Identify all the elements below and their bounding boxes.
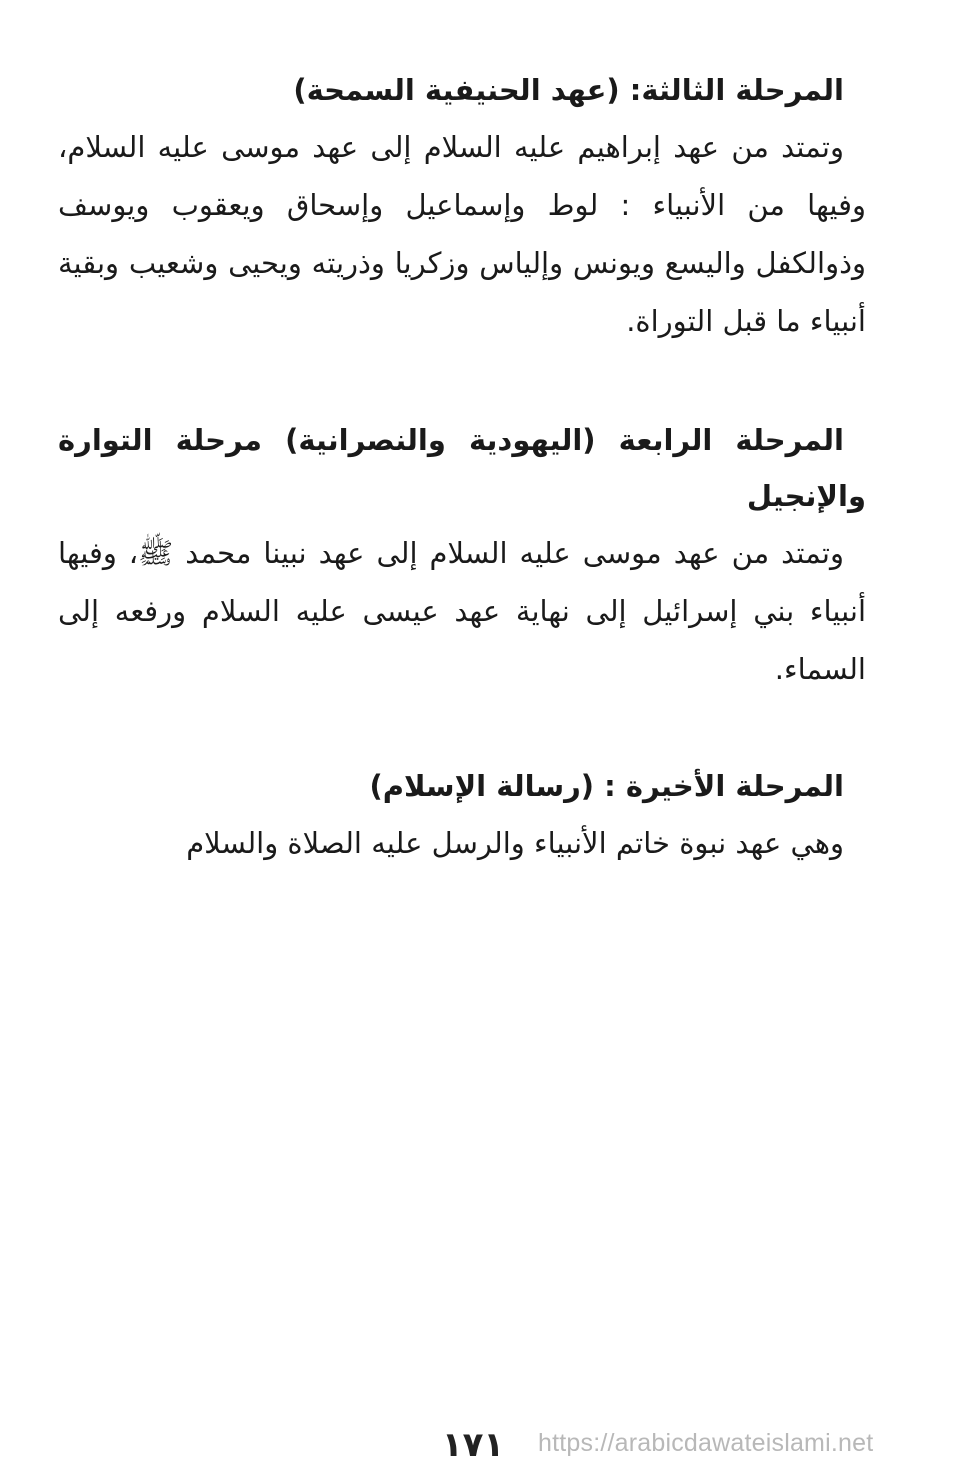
section-fourth-stage [58,412,866,698]
section-third-stage [58,62,866,350]
section-heading: المرحلة الثالثة: (عهد الحنيفية السمحة) [293,73,844,107]
website-watermark: https://arabicdawateislami.net [538,1429,874,1457]
section-heading: المرحلة الأخيرة : (رسالة الإسلام) [369,769,844,803]
section-final-stage [58,758,866,872]
section-paragraph: وتمتد من عهد إبراهيم عليه السلام إلى عهد موسى عليه السلام، وفيها من الأنبياء : لوط وإسماعيل وإسحاق ويعقوب ويوسف وذوالكفل واليسع ويونس وإلياس وزكريا وذريته ويحيى وشعيب وبقية أنبياء ما قبل التوراة. [58,130,866,338]
page-content [58,62,866,872]
page-footer [0,1423,966,1469]
section-heading: المرحلة الرابعة (اليهودية والنصرانية) مرحلة التوارة والإنجيل [58,423,866,513]
section-paragraph: وهي عهد نبوة خاتم الأنبياء والرسل عليه الصلاة والسلام [186,826,844,860]
page-number: ١٧١ [441,1425,505,1465]
section-paragraph: وتمتد من عهد موسى عليه السلام إلى عهد نبينا محمد ﷺ، وفيها أنبياء بني إسرائيل إلى نهاية عهد عيسى عليه السلام ورفعه إلى السماء. [58,536,866,686]
